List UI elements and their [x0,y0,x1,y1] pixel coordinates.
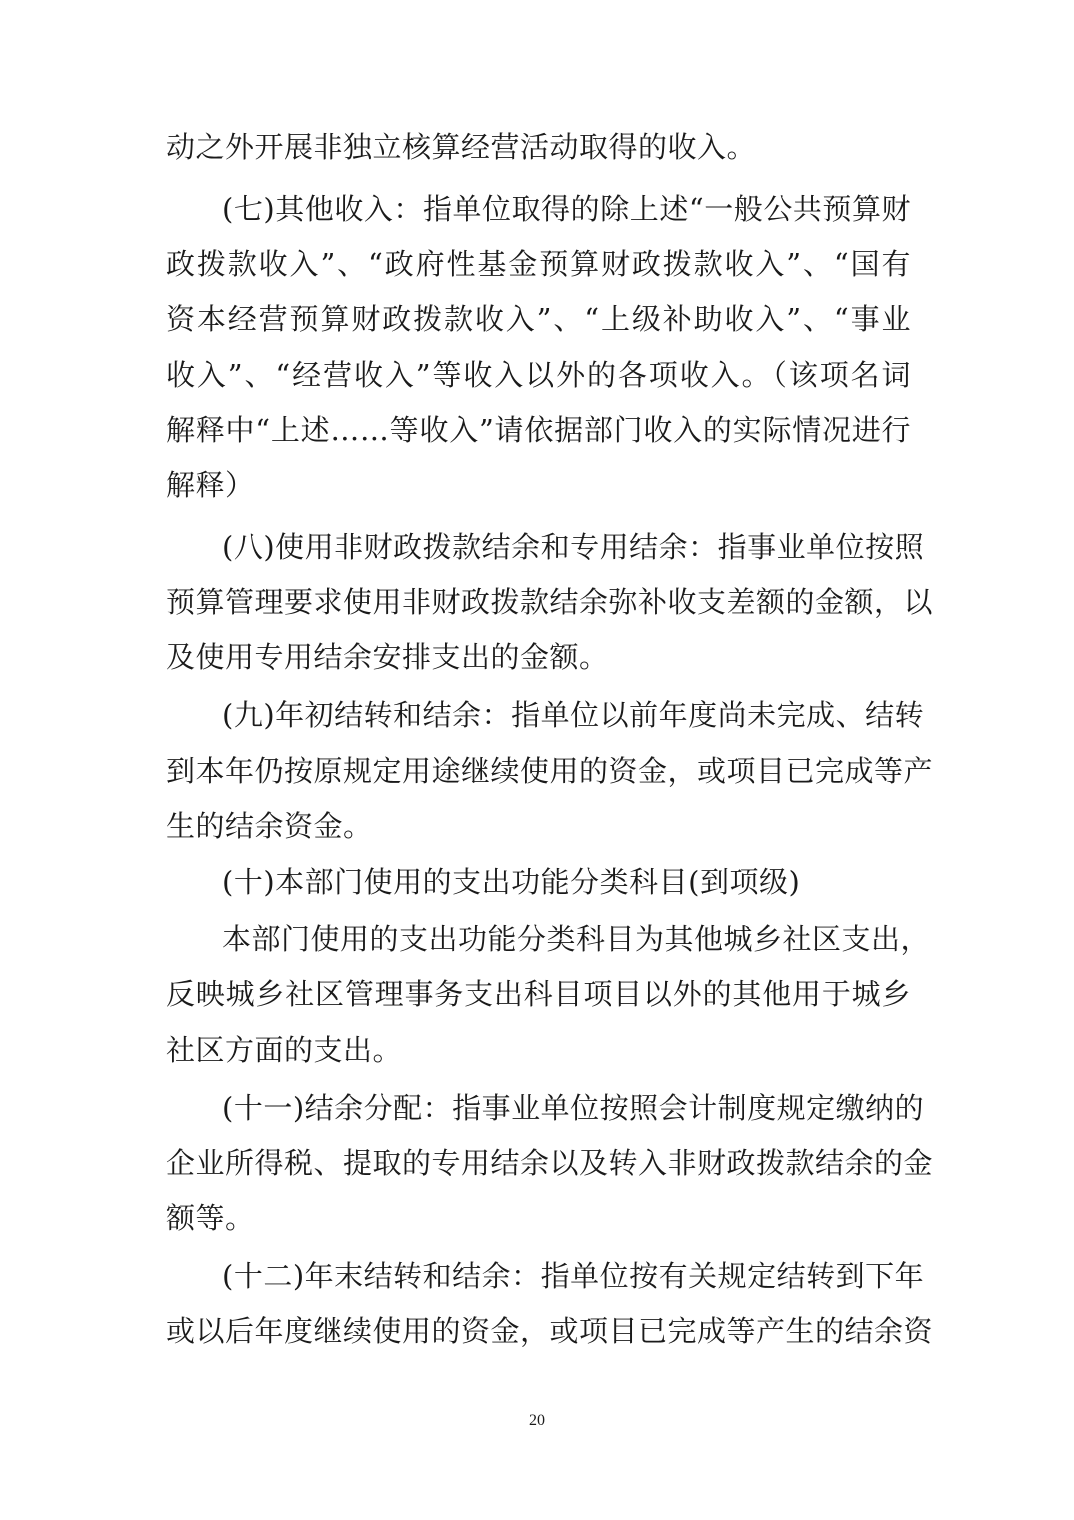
paragraph-line: 社区方面的支出。 [166,1033,403,1067]
paragraph-line: 预算管理要求使用非财政拨款结余弥补收支差额的金额，以 [166,585,934,619]
paragraph-line: 本部门使用的支出功能分类科目为其他城乡社区支出， [222,922,931,956]
paragraph-line: 动之外开展非独立核算经营活动取得的收入。 [166,130,757,164]
paragraph-line: 到本年仍按原规定用途继续使用的资金，或项目已完成等产 [166,754,934,788]
paragraph-line: (十一)结余分配：指事业单位按照会计制度规定缴纳的 [222,1091,925,1125]
paragraph-line: (八)使用非财政拨款结余和专用结余：指事业单位按照 [222,530,925,564]
paragraph-line: 资本经营预算财政拨款收入”、“上级补助收入”、“事业 [166,302,911,336]
section-heading: (十)本部门使用的支出功能分类科目(到项级) [222,865,801,899]
paragraph-line: 企业所得税、提取的专用结余以及转入非财政拨款结余的金 [166,1146,934,1180]
paragraph-line: 解释中“上述……等收入”请依据部门收入的实际情况进行 [166,413,911,447]
paragraph-line: 收入”、“经营收入”等收入以外的各项收入。（该项名词 [166,358,911,392]
paragraph-line: (七)其他收入：指单位取得的除上述“一般公共预算财 [222,192,911,226]
paragraph-line: 解释） [166,468,255,502]
paragraph-line: 额等。 [166,1201,255,1235]
paragraph-line: (十二)年末结转和结余：指单位按有关规定结转到下年 [222,1259,925,1293]
paragraph-line: 及使用专用结余安排支出的金额。 [166,640,609,674]
paragraph-line: 政拨款收入”、“政府性基金预算财政拨款收入”、“国有 [166,247,911,281]
paragraph-line: 或以后年度继续使用的资金，或项目已完成等产生的结余资 [166,1314,934,1348]
paragraph-line: (九)年初结转和结余：指单位以前年度尚未完成、结转 [222,698,925,732]
paragraph-line: 反映城乡社区管理事务支出科目项目以外的其他用于城乡 [166,977,911,1011]
page-number: 20 [529,1412,545,1429]
paragraph-line: 生的结余资金。 [166,809,373,843]
